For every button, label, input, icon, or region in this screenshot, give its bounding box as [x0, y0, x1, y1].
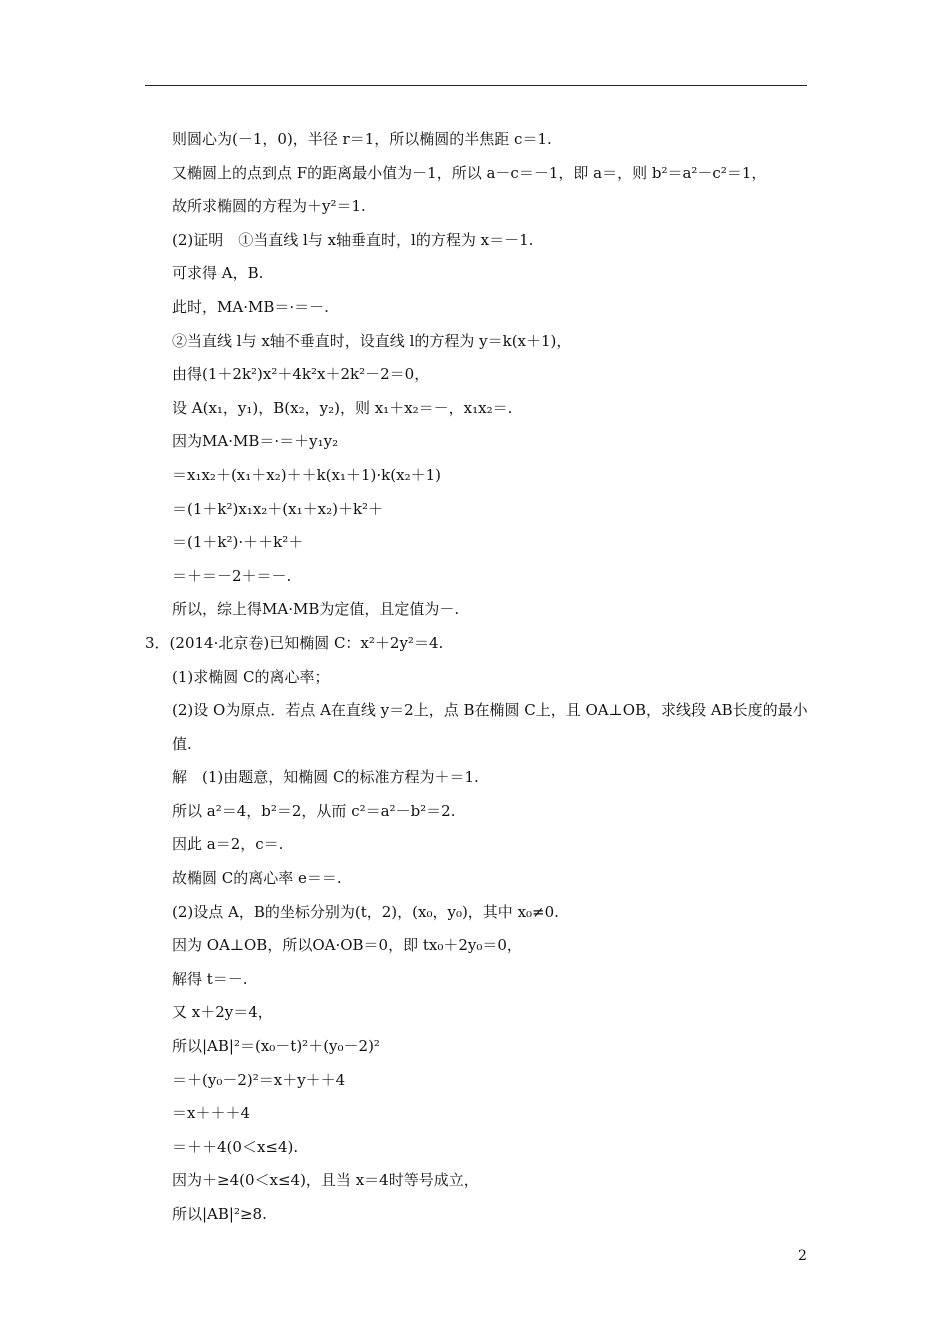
text-line: 解得 t＝－.: [172, 969, 248, 988]
document-body: [145, 123, 812, 1232]
text-line: 解 (1)由题意，知椭圆 C的标准方程为＋＝1.: [172, 768, 479, 787]
text-line: 所以|AB|²≥8.: [172, 1205, 267, 1223]
text-line: ＝x＋＋＋4: [172, 1104, 251, 1123]
text-line: ＝x₁x₂＋(x₁＋x₂)＋＋k(x₁＋1)·k(x₂＋1): [172, 465, 441, 484]
text-line: 因为＋≥4(0＜x≤4)，且当 x＝4时等号成立，: [172, 1171, 479, 1190]
text-line: 可求得 A，B.: [172, 264, 264, 283]
text-line: (2)设 O为原点．若点 A在直线 y＝2上，点 B在椭圆 C上，且 OA⊥OB，求线段 AB长度的最小值.: [172, 701, 808, 753]
text-line: (1)求椭圆 C的离心率；: [172, 667, 330, 686]
text-line: 由得(1＋2k²)x²＋4k²x＋2k²－2＝0，: [172, 365, 430, 384]
text-line: ＝(1＋k²)·＋＋k²＋: [172, 533, 304, 552]
text-line: ②当直线 l与 x轴不垂直时，设直线 l的方程为 y＝k(x＋1)，: [172, 331, 572, 350]
text-line: 所以 a²＝4，b²＝2，从而 c²＝a²－b²＝2.: [172, 801, 456, 820]
text-line: 因此 a＝2，c＝.: [172, 835, 284, 854]
text-line: 因为MA·MB＝·＝＋y₁y₂: [172, 432, 339, 451]
text-line: ＝＋(y₀－2)²＝x＋y＋＋4: [172, 1070, 346, 1089]
text-line: 设 A(x₁，y₁)，B(x₂，y₂)，则 x₁＋x₂＝－，x₁x₂＝.: [172, 398, 513, 417]
text-line: 所以|AB|²＝(x₀－t)²＋(y₀－2)²: [172, 1037, 380, 1056]
header-rule: [145, 85, 807, 86]
text-line: 又椭圆上的点到点 F的距离最小值为－1，所以 a－c＝－1，即 a＝，则 b²＝a²－c²＝1，: [172, 163, 767, 182]
text-line: (2)设点 A，B的坐标分别为(t，2)，(x₀，y₀)，其中 x₀≠0.: [172, 902, 559, 921]
text-line: ＝＋＋4(0＜x≤4).: [172, 1137, 299, 1156]
problem-heading: 3．(2014·北京卷)已知椭圆 C：x²＋2y²＝4.: [145, 633, 444, 652]
text-line: 此时，MA·MB＝·＝－.: [172, 297, 329, 316]
text-line: 又 x＋2y＝4，: [172, 1003, 273, 1022]
text-line: 因为 OA⊥OB，所以OA·OB＝0，即 tx₀＋2y₀＝0，: [172, 936, 522, 955]
text-line: ＝＋＝－2＋＝－.: [172, 566, 292, 585]
text-line: 故所求椭圆的方程为＋y²＝1.: [172, 197, 366, 216]
text-line: ＝(1＋k²)x₁x₂＋(x₁＋x₂)＋k²＋: [172, 499, 384, 518]
text-line: 故椭圆 C的离心率 e＝＝.: [172, 869, 342, 888]
text-line: 所以，综上得MA·MB为定值，且定值为－.: [172, 600, 460, 619]
text-line: (2)证明 ①当直线 l与 x轴垂直时，l的方程为 x＝－1.: [172, 230, 534, 249]
text-line: 则圆心为(－1，0)，半径 r＝1，所以椭圆的半焦距 c＝1.: [172, 130, 552, 148]
page-number: 2: [798, 1248, 807, 1264]
